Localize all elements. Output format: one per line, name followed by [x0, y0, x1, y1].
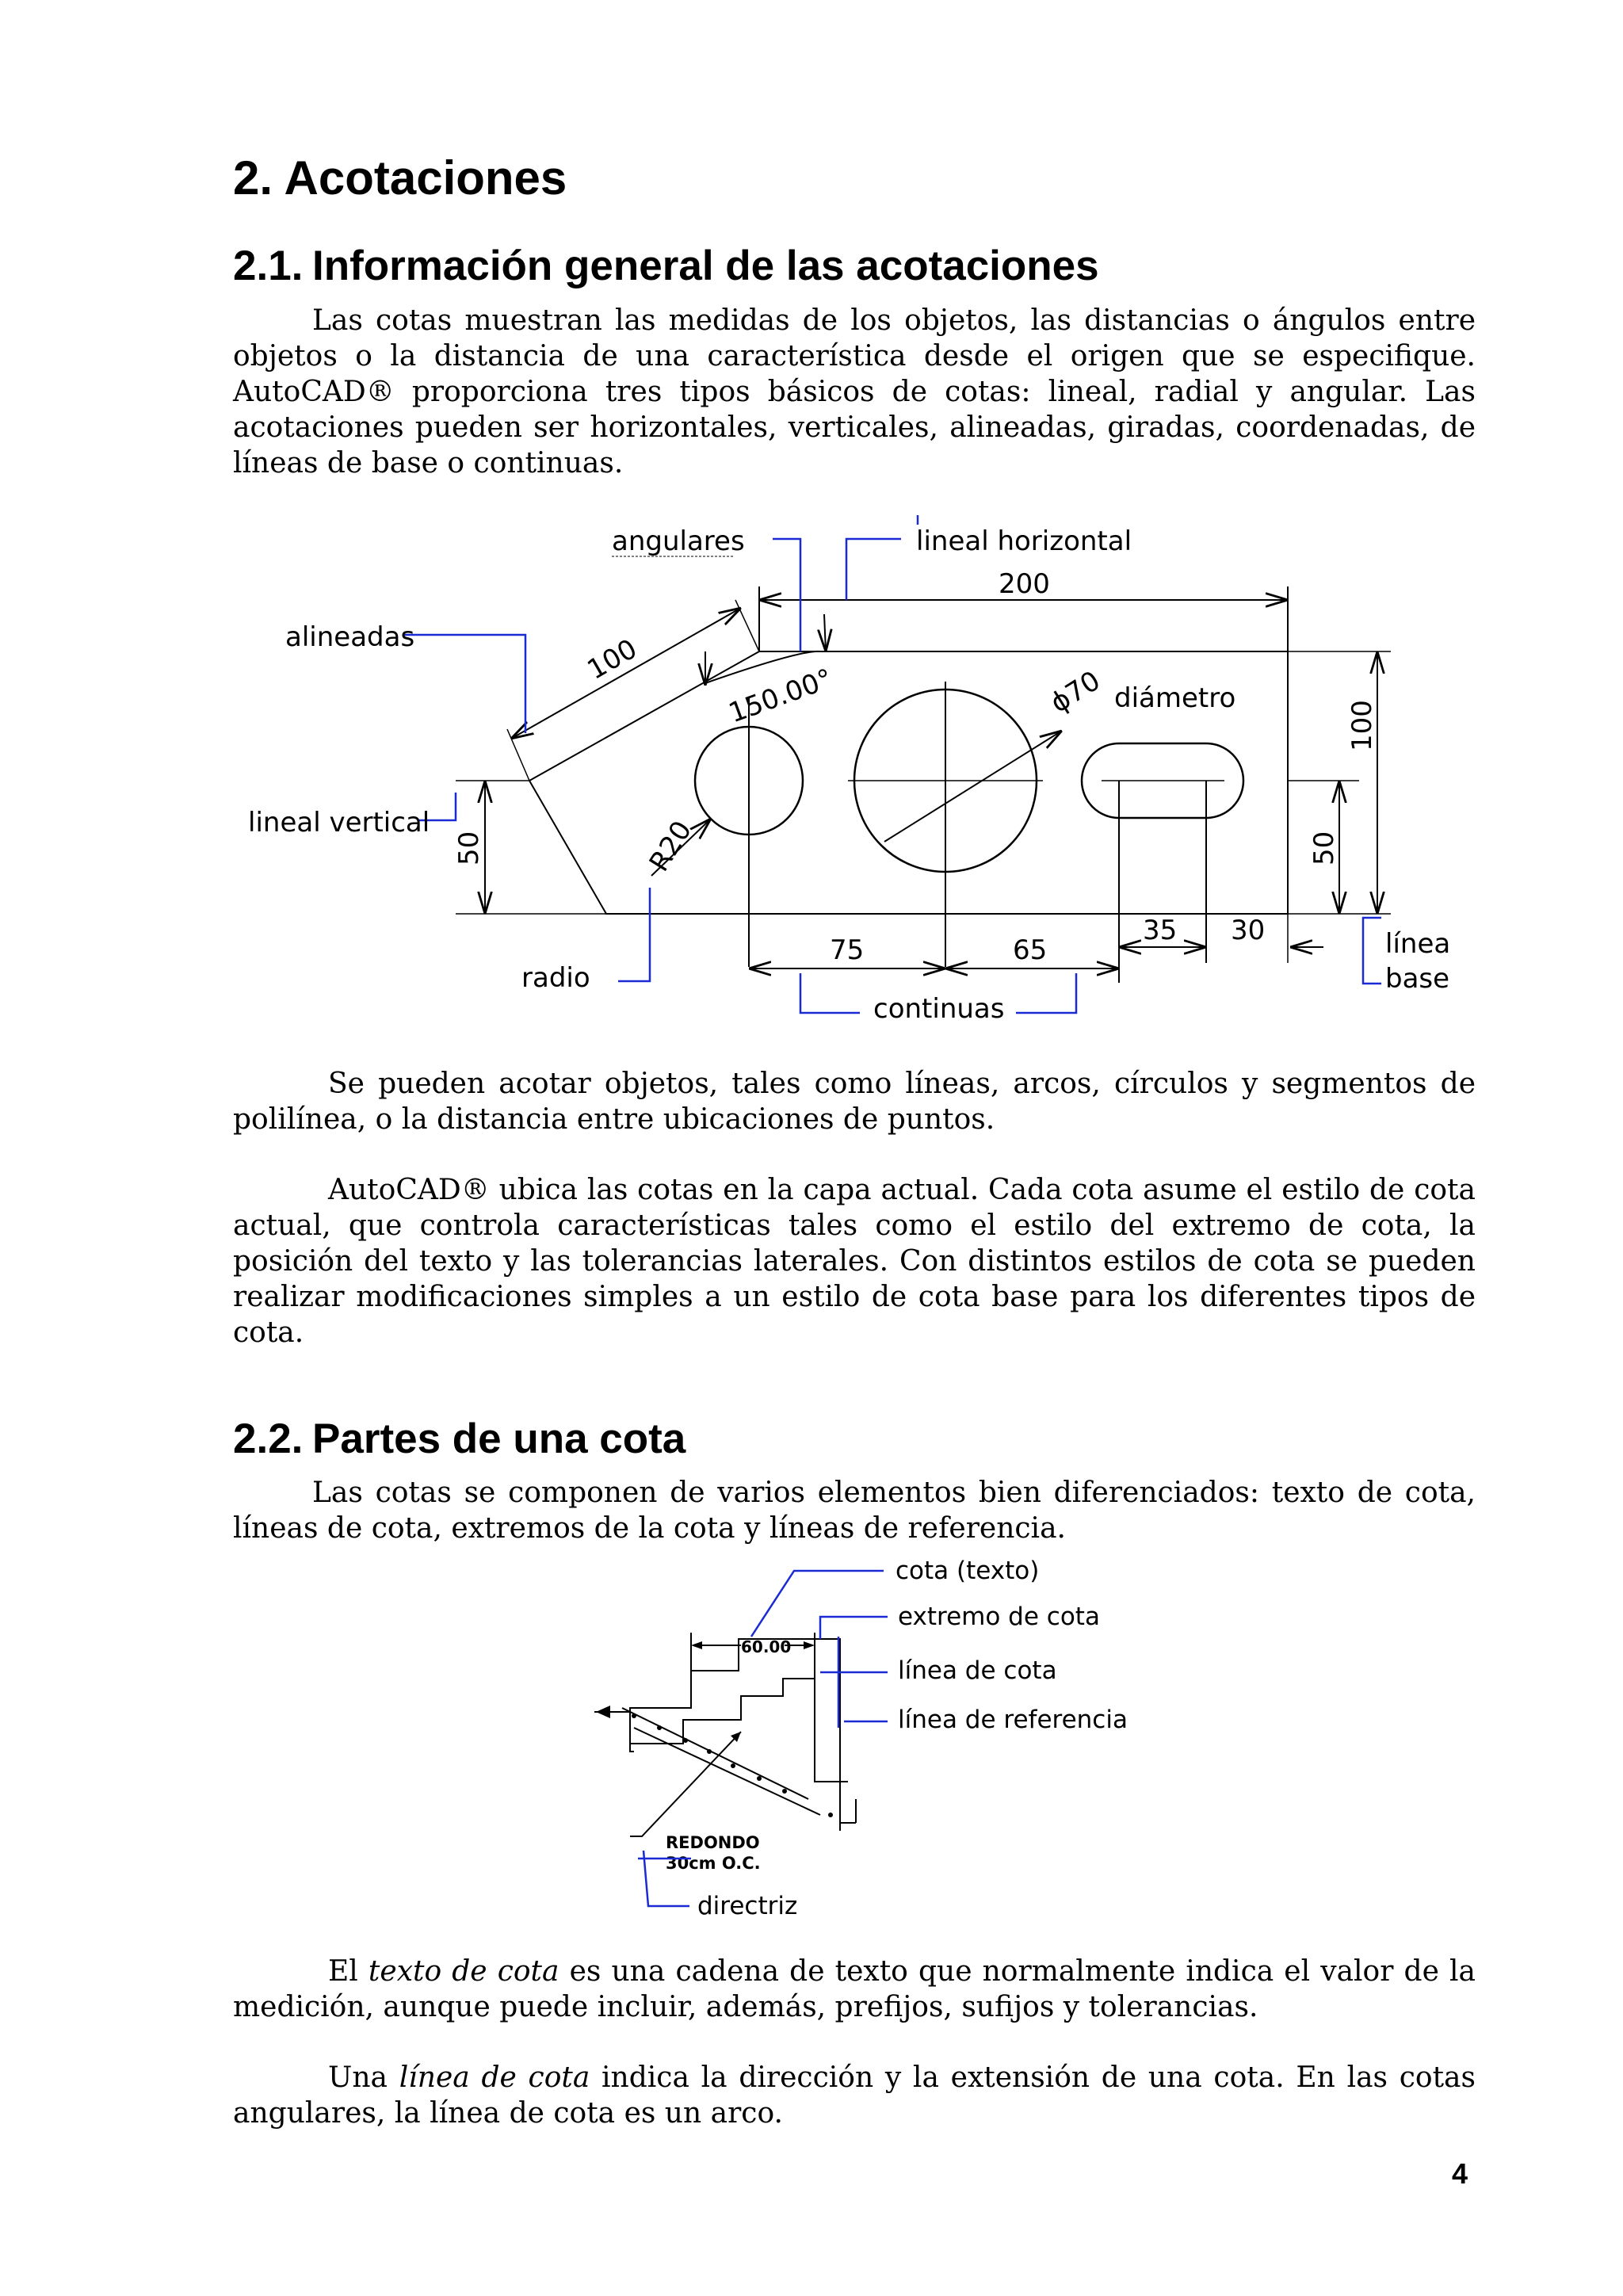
label-continuas: continuas: [873, 993, 1005, 1025]
label-lineal-vertical: lineal vertical: [248, 807, 430, 839]
p3-prefix: Una: [328, 2061, 399, 2094]
chapter-title: Acotaciones: [284, 151, 567, 204]
paragraph-layer: AutoCAD® ubica las cotas en la capa actual. Cada cota asume el estilo de cota actual, que controla características tales como el estilo del extremo de cota, la posición del texto y las tolerancias laterales. Con distintos estilos de cota se pueden realizar modificaciones simples a un estilo de cota base para los diferentes tipos de cota.: [233, 1174, 1476, 1349]
dimension-parts-figure: [579, 1549, 1157, 1930]
label-linea-de-cota: línea de cota: [898, 1656, 1057, 1685]
dim-30: 30: [1231, 915, 1266, 946]
note-spacing: 30cm O.C.: [666, 1854, 761, 1873]
term-linea-de-cota: línea de cota: [399, 2061, 590, 2094]
label-lineal-horizontal: lineal horizontal: [916, 525, 1132, 557]
dim-r20: R20: [643, 815, 699, 877]
dim-60: 60.00: [741, 1637, 792, 1656]
section-title: Partes de una cota: [312, 1415, 686, 1462]
chapter-heading: [233, 151, 567, 205]
p2-rest: es una cadena de texto que normalmente indica el valor de la medición, aunque puede incluir, además, prefijos, sufijos y tolerancias.: [233, 1955, 1476, 2023]
label-directriz: directriz: [697, 1892, 798, 1920]
paragraph-parts-intro: Las cotas se componen de varios elementos bien diferenciados: texto de cota, líneas de cota, extremos de la cota y líneas de referencia.: [233, 1477, 1476, 1545]
dim-100-aligned: 100: [582, 632, 643, 686]
note-redondo: REDONDO: [666, 1833, 760, 1852]
dimension-types-figure: [230, 495, 1451, 1034]
label-base: base: [1385, 963, 1450, 995]
dim-75: 75: [830, 934, 865, 966]
label-cota-texto: cota (texto): [896, 1557, 1040, 1585]
dim-35: 35: [1143, 915, 1178, 946]
label-diametro: diámetro: [1114, 682, 1236, 714]
section-number: 2.2.: [233, 1415, 304, 1462]
dim-200: 200: [999, 568, 1050, 600]
chapter-number: 2.: [233, 151, 273, 204]
paragraph-objects: Se pueden acotar objetos, tales como líneas, arcos, círculos y segmentos de polilínea, o la distancia entre ubicaciones de puntos.: [233, 1068, 1476, 1136]
dim-50-right: 50: [1308, 831, 1340, 865]
dim-phi70: ϕ70: [1044, 664, 1106, 720]
label-extremo-de-cota: extremo de cota: [898, 1603, 1100, 1631]
term-texto-de-cota: texto de cota: [368, 1955, 559, 1988]
label-angulares: angulares: [612, 525, 745, 557]
label-linea-de-referencia: línea de referencia: [898, 1706, 1128, 1734]
dim-angle: 150.00°: [724, 663, 837, 730]
paragraph-intro: Las cotas muestran las medidas de los objetos, las distancias o ángulos entre objetos o la distancia de una característica desde el origen que se especifique. AutoCAD® proporciona tres tipos básicos de cotas: lineal, radial y angular. Las acotaciones pueden ser horizontales, verticales, alineadas, giradas, coordenadas, de líneas de base o continuas.: [233, 304, 1476, 479]
label-linea: línea: [1385, 928, 1451, 960]
label-radio: radio: [521, 962, 590, 994]
paragraph-dimension-line: [233, 2060, 1476, 2131]
section-heading-2-2: [233, 1415, 685, 1463]
dim-100-vertical: 100: [1346, 700, 1378, 751]
dim-65: 65: [1013, 934, 1048, 966]
section-number: 2.1.: [233, 243, 304, 289]
paragraph-dimension-text: [233, 1954, 1476, 2025]
label-alineadas: alineadas: [285, 621, 415, 653]
p3-rest: indica la dirección y la extensión de una cota. En las cotas angulares, la línea de cota es un arco.: [233, 2061, 1476, 2130]
dim-50-left: 50: [453, 831, 485, 865]
section-title: Información general de las acotaciones: [312, 243, 1099, 289]
p2-prefix: El: [328, 1955, 369, 1988]
page-number: 4: [1452, 2157, 1468, 2190]
section-heading-2-1: [233, 242, 1099, 290]
